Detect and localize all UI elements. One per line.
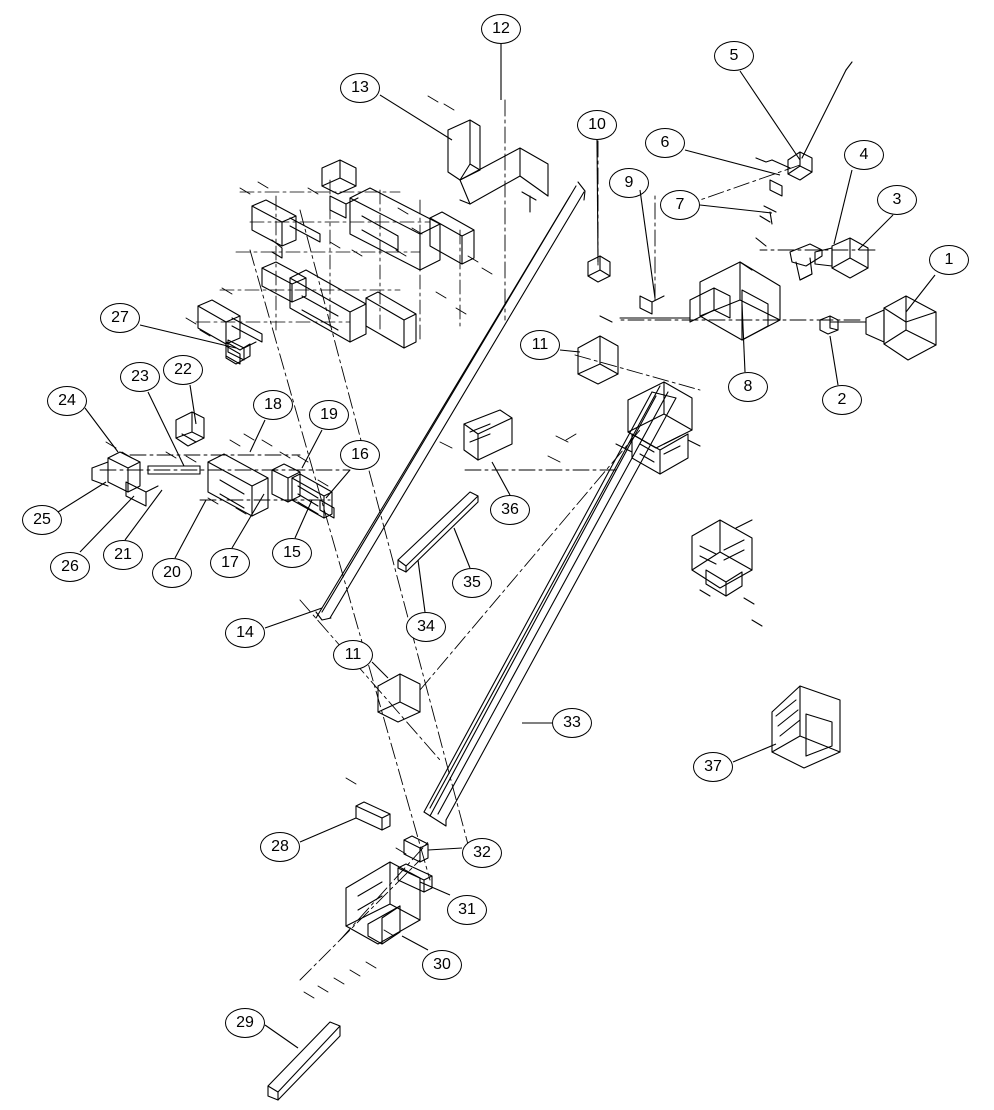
balloon-16[interactable]: 16 [340,440,380,470]
balloon-27[interactable]: 27 [100,303,140,333]
balloon-35[interactable]: 35 [452,568,492,598]
balloon-22[interactable]: 22 [163,355,203,385]
balloon-19[interactable]: 19 [309,400,349,430]
balloon-6[interactable]: 6 [645,128,685,158]
balloon-5[interactable]: 5 [714,41,754,71]
balloon-2[interactable]: 2 [822,385,862,415]
balloon-14[interactable]: 14 [225,618,265,648]
balloon-10[interactable]: 10 [577,110,617,140]
balloon-28[interactable]: 28 [260,832,300,862]
balloon-29[interactable]: 29 [225,1008,265,1038]
balloon-17[interactable]: 17 [210,548,250,578]
balloon-9[interactable]: 9 [609,168,649,198]
balloon-12[interactable]: 12 [481,14,521,44]
balloon-3[interactable]: 3 [877,185,917,215]
balloon-4[interactable]: 4 [844,140,884,170]
balloon-15[interactable]: 15 [272,538,312,568]
balloon-34[interactable]: 34 [406,612,446,642]
balloon-11-upper[interactable]: 11 [520,330,560,360]
balloon-26[interactable]: 26 [50,552,90,582]
balloon-32[interactable]: 32 [462,838,502,868]
balloon-31[interactable]: 31 [447,895,487,925]
balloon-11-lower[interactable]: 11 [333,640,373,670]
balloon-37[interactable]: 37 [693,752,733,782]
balloon-23[interactable]: 23 [120,362,160,392]
balloon-21[interactable]: 21 [103,540,143,570]
balloon-8[interactable]: 8 [728,372,768,402]
balloon-1[interactable]: 1 [929,245,969,275]
balloon-30[interactable]: 30 [422,950,462,980]
balloon-24[interactable]: 24 [47,386,87,416]
balloon-25[interactable]: 25 [22,505,62,535]
balloon-36[interactable]: 36 [490,495,530,525]
balloon-13[interactable]: 13 [340,73,380,103]
balloon-7[interactable]: 7 [660,190,700,220]
balloon-33[interactable]: 33 [552,708,592,738]
balloon-18[interactable]: 18 [253,390,293,420]
balloon-20[interactable]: 20 [152,558,192,588]
